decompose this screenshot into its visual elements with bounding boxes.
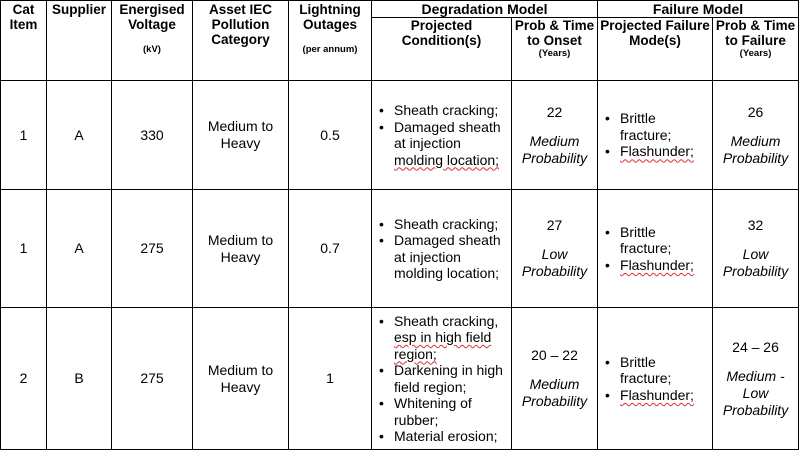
onset-time: 22 (546, 103, 563, 120)
cell-lightning: 0.7 (289, 190, 372, 308)
cell-onset (512, 81, 598, 190)
header-cat-item: Cat Item (1, 1, 47, 81)
cell-pollution: Medium to Heavy (193, 308, 289, 450)
condition-item: • Material erosion; (372, 428, 507, 445)
failure-time: 32 (747, 217, 764, 233)
header-years-onset: (Years) (538, 48, 571, 59)
failure-mode-item: • Brittle fracture; (598, 354, 708, 387)
cell-voltage: 330 (112, 81, 193, 190)
header-failure-model: Failure Model (598, 1, 799, 18)
header-years-failure: (Years) (739, 48, 772, 59)
condition-item: • Whitening of rubber; (372, 395, 507, 428)
onset-time: 27 (546, 217, 563, 233)
header-lightning: Lightning Outages (per annum) (289, 1, 372, 81)
cell-lightning: 1 (289, 308, 372, 450)
condition-item: • Sheath cracking; (372, 216, 507, 233)
failure-probability: Medium Probability (722, 132, 789, 166)
condition-item-continued: molding location; (394, 151, 500, 168)
cell-failure (713, 308, 799, 450)
condition-item: • Damaged sheath at injection molding location; (372, 232, 507, 282)
cell-cat-item: 1 (1, 190, 47, 308)
header-lightning-unit: (per annum) (302, 44, 358, 55)
header-asset-iec: Asset IEC Pollution Category (193, 1, 289, 81)
table-row (1, 308, 799, 450)
table-row (1, 81, 799, 190)
failure-mode-item: • Flashunder; (598, 257, 708, 274)
failure-mode-item: • Flashunder; (598, 143, 708, 160)
failure-probability: Medium - Low Probability (722, 367, 789, 418)
cell-failure (713, 190, 799, 308)
cell-supplier: B (47, 308, 112, 450)
header-prob-onset: Prob & Time to Onset (Years) (512, 18, 598, 81)
onset-probability: Low Probability (521, 246, 588, 279)
onset-time: 20 – 22 (531, 347, 578, 363)
cell-failure-modes (598, 190, 713, 308)
header-voltage-unit: (kV) (143, 44, 161, 55)
cell-failure (713, 81, 799, 190)
condition-item-continued: molding location; (394, 265, 500, 281)
header-projected-condition: Projected Condition(s) (372, 18, 512, 81)
cell-onset (512, 190, 598, 308)
cell-voltage: 275 (112, 190, 193, 308)
failure-mode-item: • Brittle fracture; (598, 110, 708, 143)
header-degradation-model: Degradation Model (372, 1, 598, 18)
cell-pollution: Medium to Heavy (193, 81, 289, 190)
cell-conditions (372, 81, 512, 190)
cell-supplier: A (47, 190, 112, 308)
failure-time: 24 – 26 (732, 338, 779, 355)
header-supplier: Supplier (47, 1, 112, 81)
condition-item: • Sheath cracking, esp in high field region; (372, 313, 507, 363)
failure-mode-item: • Flashunder; (598, 387, 708, 404)
onset-probability: Medium Probability (521, 132, 588, 166)
cell-failure-modes (598, 308, 713, 450)
condition-item-continued: esp in high field region; (394, 329, 492, 362)
condition-item: • Sheath cracking; (372, 102, 507, 119)
failure-time: 26 (747, 103, 764, 120)
cell-conditions (372, 308, 512, 450)
condition-item: • Darkening in high field region; (372, 362, 507, 395)
cell-onset (512, 308, 598, 450)
condition-item: • Damaged sheath at injection molding location; (372, 119, 507, 169)
header-prob-failure: Prob & Time to Failure (Years) (713, 18, 799, 81)
table-row (1, 190, 799, 308)
header-projected-failure: Projected Failure Mode(s) (598, 18, 713, 81)
cell-cat-item: 1 (1, 81, 47, 190)
header-energised-voltage: Energised Voltage (kV) (112, 1, 193, 81)
failure-probability: Low Probability (722, 246, 789, 279)
cell-lightning: 0.5 (289, 81, 372, 190)
cell-voltage: 275 (112, 308, 193, 450)
cell-supplier: A (47, 81, 112, 190)
cell-cat-item: 2 (1, 308, 47, 450)
onset-probability: Medium Probability (521, 376, 588, 409)
cell-failure-modes (598, 81, 713, 190)
failure-mode-item: • Brittle fracture; (598, 224, 708, 257)
cell-conditions (372, 190, 512, 308)
cell-pollution: Medium to Heavy (193, 190, 289, 308)
